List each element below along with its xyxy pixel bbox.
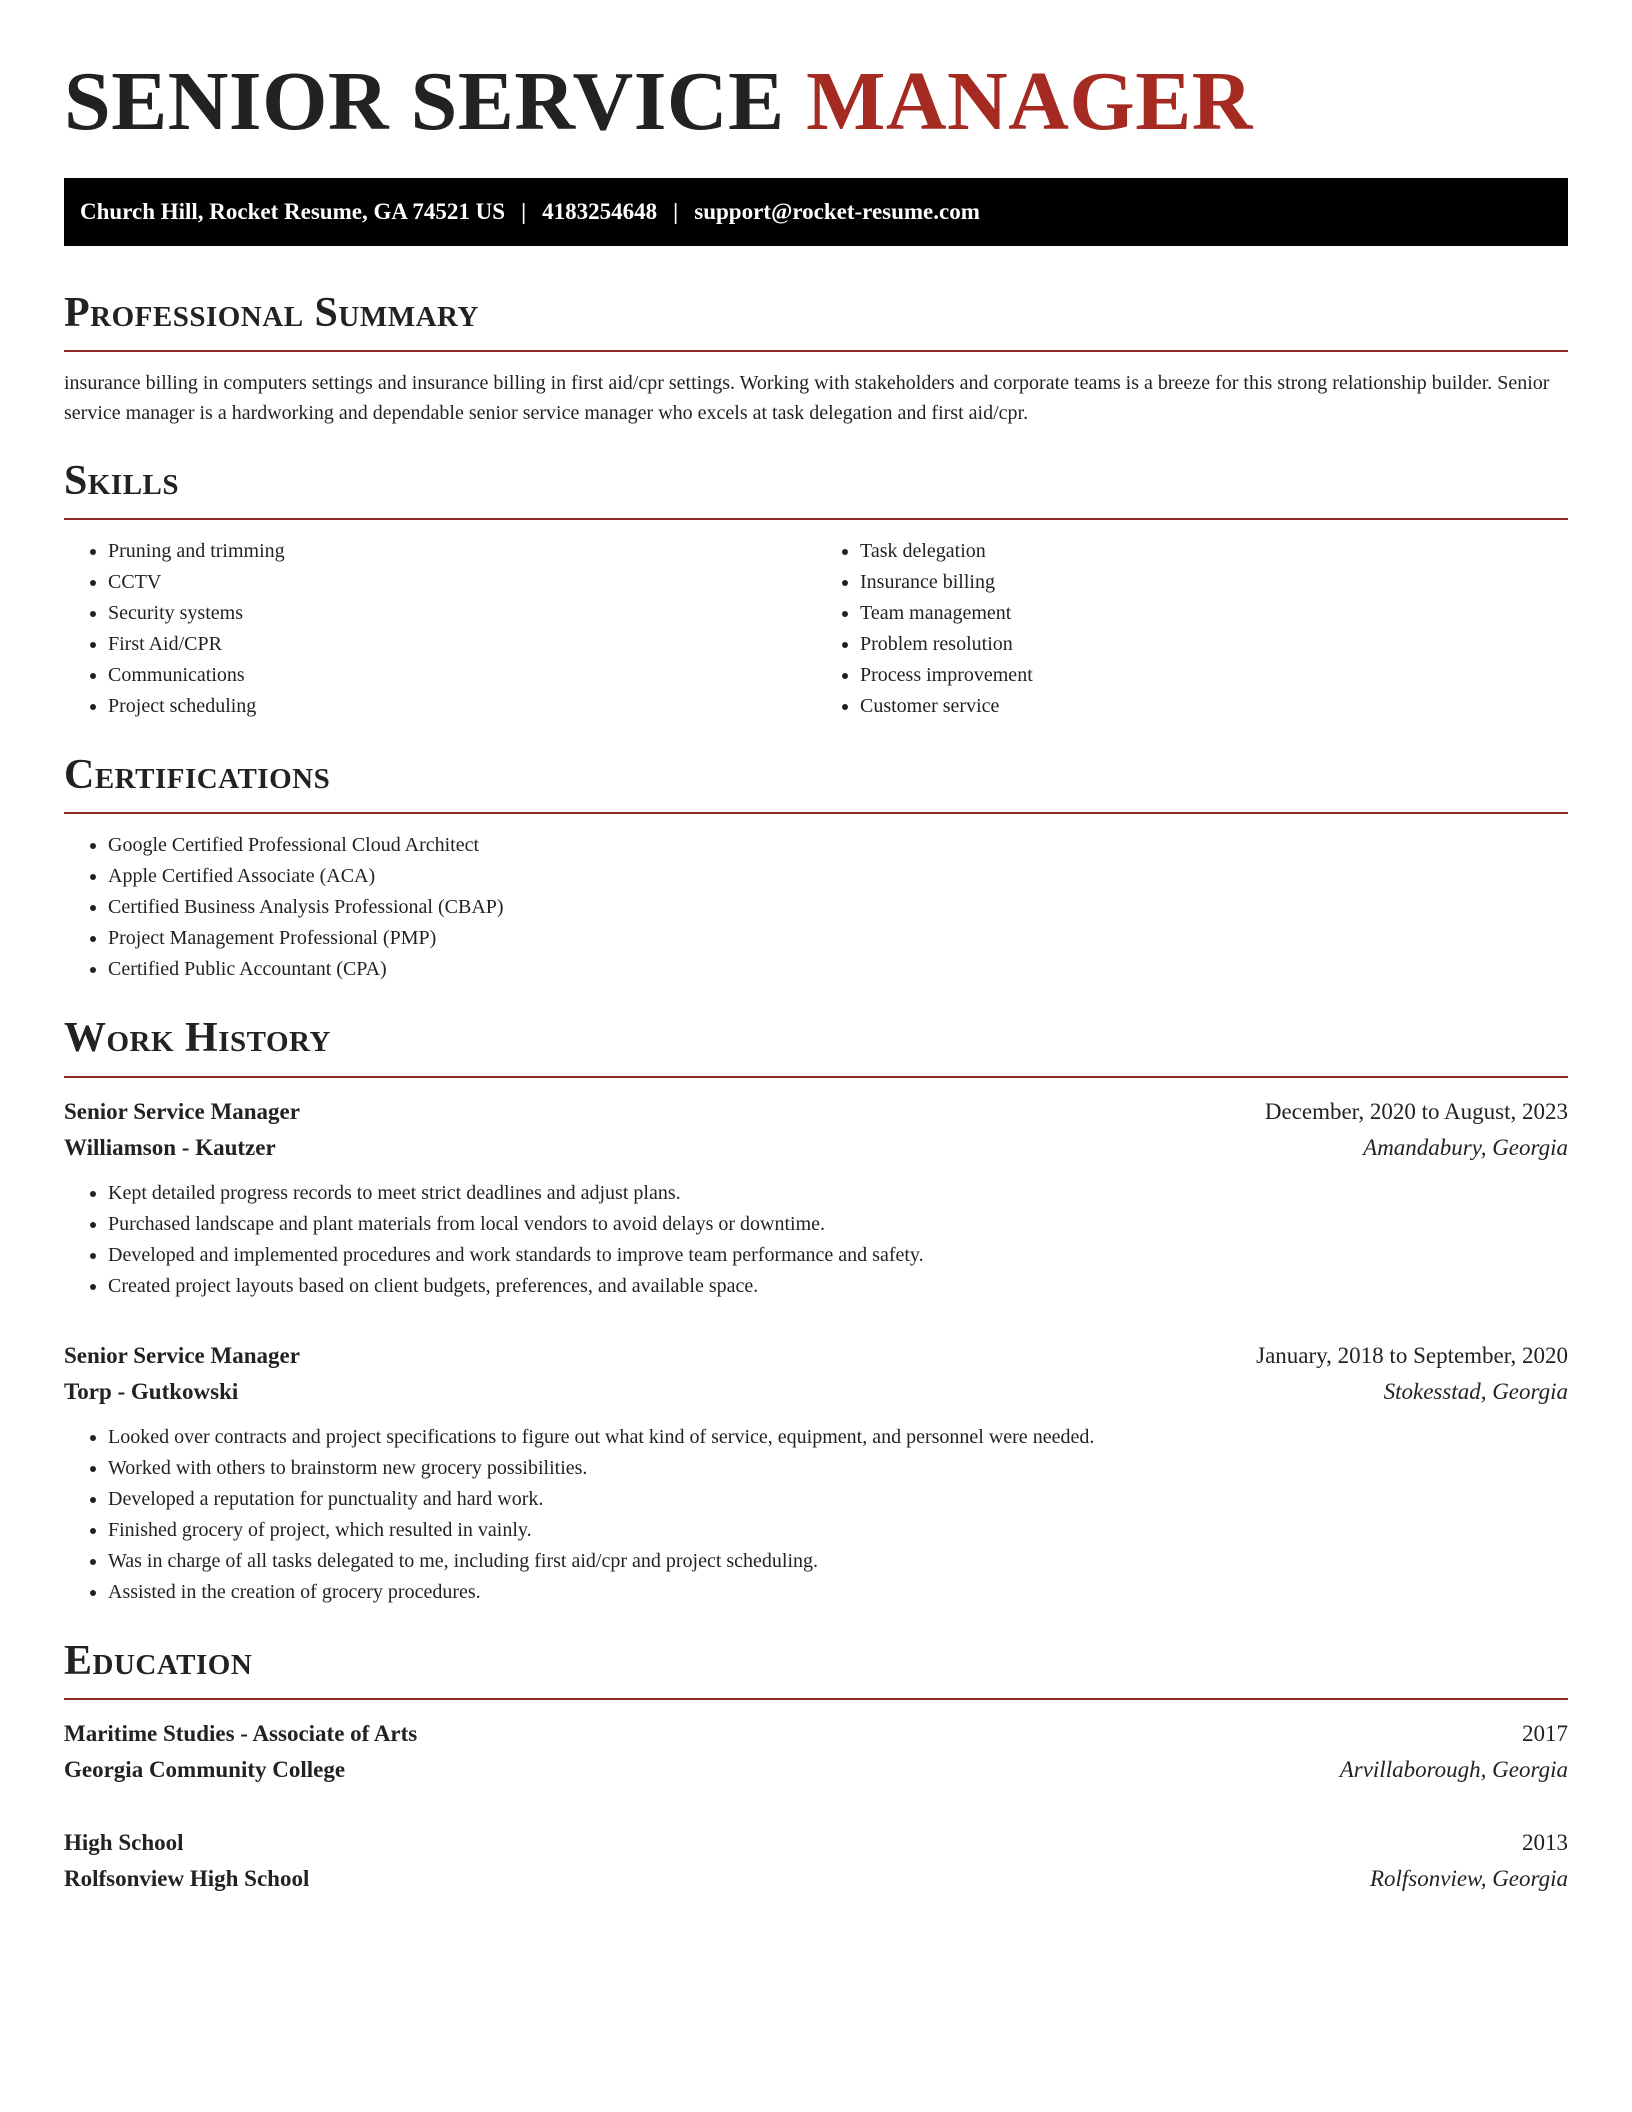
contact-phone: 4183254648 — [542, 198, 658, 224]
skill-item: • CCTV — [108, 567, 816, 598]
education-school-row — [64, 1752, 1568, 1788]
resume-name — [64, 52, 1568, 153]
education-location: Rolfsonview, Georgia — [1369, 1865, 1568, 1891]
education-degree: High School — [64, 1829, 184, 1855]
contact-separator: | — [673, 198, 679, 224]
job-dates: January, 2018 to September, 2020 — [1256, 1342, 1568, 1368]
education-school: Rolfsonview High School — [64, 1865, 310, 1891]
contact-email: support@rocket-resume.com — [694, 198, 980, 224]
education-year: 2013 — [1522, 1829, 1568, 1855]
education-entry — [64, 1825, 1568, 1897]
section-divider — [64, 350, 1568, 352]
job-duty: • Finished grocery of project, which resulted in vainly. — [108, 1515, 1568, 1546]
summary-section — [64, 290, 1568, 428]
skill-item: • Team management — [860, 598, 1568, 629]
job-duties-list — [64, 1422, 1568, 1608]
job-company-row — [64, 1130, 1568, 1166]
certification-item: • Certified Public Accountant (CPA) — [108, 954, 1568, 985]
education-section — [64, 1638, 1568, 1897]
job-duty: • Kept detailed progress records to meet strict deadlines and adjust plans. — [108, 1178, 1568, 1209]
skill-item: • Insurance billing — [860, 567, 1568, 598]
job-duty: • Purchased landscape and plant materials from local vendors to avoid delays or downtime. — [108, 1209, 1568, 1240]
skills-section — [64, 458, 1568, 722]
job-company-row — [64, 1374, 1568, 1410]
job-duty: • Created project layouts based on client budgets, preferences, and available space. — [108, 1271, 1568, 1302]
job-header-row — [64, 1338, 1568, 1374]
section-divider — [64, 1698, 1568, 1700]
section-title: Education — [64, 1637, 253, 1684]
section-title: Work History — [64, 1015, 331, 1062]
contact-address: Church Hill, Rocket Resume, GA 74521 US — [80, 198, 506, 224]
section-title: Skills — [64, 457, 180, 504]
certification-item: • Apple Certified Associate (ACA) — [108, 861, 1568, 892]
job-dates: December, 2020 to August, 2023 — [1264, 1098, 1568, 1124]
education-school: Georgia Community College — [64, 1756, 346, 1782]
name-first: SENIOR SERVICE — [64, 55, 785, 148]
education-header-row — [64, 1716, 1568, 1752]
education-year: 2017 — [1522, 1720, 1568, 1746]
skills-list-left — [64, 536, 816, 722]
job-duties-list — [64, 1178, 1568, 1302]
skill-item: • Task delegation — [860, 536, 1568, 567]
job-entry — [64, 1094, 1568, 1302]
skill-item: • Project scheduling — [108, 691, 816, 722]
job-location: Amandabury, Georgia — [1363, 1134, 1568, 1160]
job-company: Williamson - Kautzer — [64, 1134, 276, 1160]
job-entry — [64, 1338, 1568, 1608]
job-header-row — [64, 1094, 1568, 1130]
certification-item: • Google Certified Professional Cloud Architect — [108, 830, 1568, 861]
education-school-row — [64, 1861, 1568, 1897]
skill-item: • Customer service — [860, 691, 1568, 722]
education-location: Arvillaborough, Georgia — [1339, 1756, 1568, 1782]
certification-item: • Project Management Professional (PMP) — [108, 923, 1568, 954]
section-title: Certifications — [64, 752, 331, 799]
name-last: MANAGER — [806, 55, 1253, 148]
work-history-section — [64, 1015, 1568, 1607]
skill-item: • Problem resolution — [860, 629, 1568, 660]
skill-item: • Security systems — [108, 598, 816, 629]
section-divider — [64, 812, 1568, 814]
skill-item: • Pruning and trimming — [108, 536, 816, 567]
job-position: Senior Service Manager — [64, 1098, 300, 1124]
skill-item: • First Aid/CPR — [108, 629, 816, 660]
summary-text: insurance billing in computers settings and insurance billing in first aid/cpr settings. Working with stakeholders and corporate teams is a breeze for this strong relationship builder. Senior service manager is a hardworking and dependable senior service manager who excels at task delegation and first aid/cpr. — [64, 371, 1550, 424]
contact-separator: | — [521, 198, 527, 224]
job-company: Torp - Gutkowski — [64, 1378, 239, 1404]
skill-item: • Process improvement — [860, 660, 1568, 691]
job-position: Senior Service Manager — [64, 1342, 300, 1368]
certification-item: • Certified Business Analysis Professional (CBAP) — [108, 892, 1568, 923]
section-divider — [64, 518, 1568, 520]
certifications-section — [64, 752, 1568, 985]
skills-list-right — [816, 536, 1568, 722]
education-degree: Maritime Studies - Associate of Arts — [64, 1720, 418, 1746]
job-duty: • Developed and implemented procedures and work standards to improve team performance and safety. — [108, 1240, 1568, 1271]
job-duty: • Looked over contracts and project specifications to figure out what kind of service, equipment, and personnel were needed. — [108, 1422, 1568, 1453]
skills-grid — [64, 536, 1568, 722]
section-title: Professional Summary — [64, 289, 479, 336]
education-header-row — [64, 1825, 1568, 1861]
job-location: Stokesstad, Georgia — [1383, 1378, 1568, 1404]
skill-item: • Communications — [108, 660, 816, 691]
contact-bar — [64, 178, 1568, 246]
job-duty: • Developed a reputation for punctuality and hard work. — [108, 1484, 1568, 1515]
education-entry — [64, 1716, 1568, 1788]
job-duty: • Was in charge of all tasks delegated to me, including first aid/cpr and project scheduling. — [108, 1546, 1568, 1577]
section-divider — [64, 1076, 1568, 1078]
job-duty: • Assisted in the creation of grocery procedures. — [108, 1577, 1568, 1608]
certifications-list — [64, 830, 1568, 985]
job-duty: • Worked with others to brainstorm new grocery possibilities. — [108, 1453, 1568, 1484]
